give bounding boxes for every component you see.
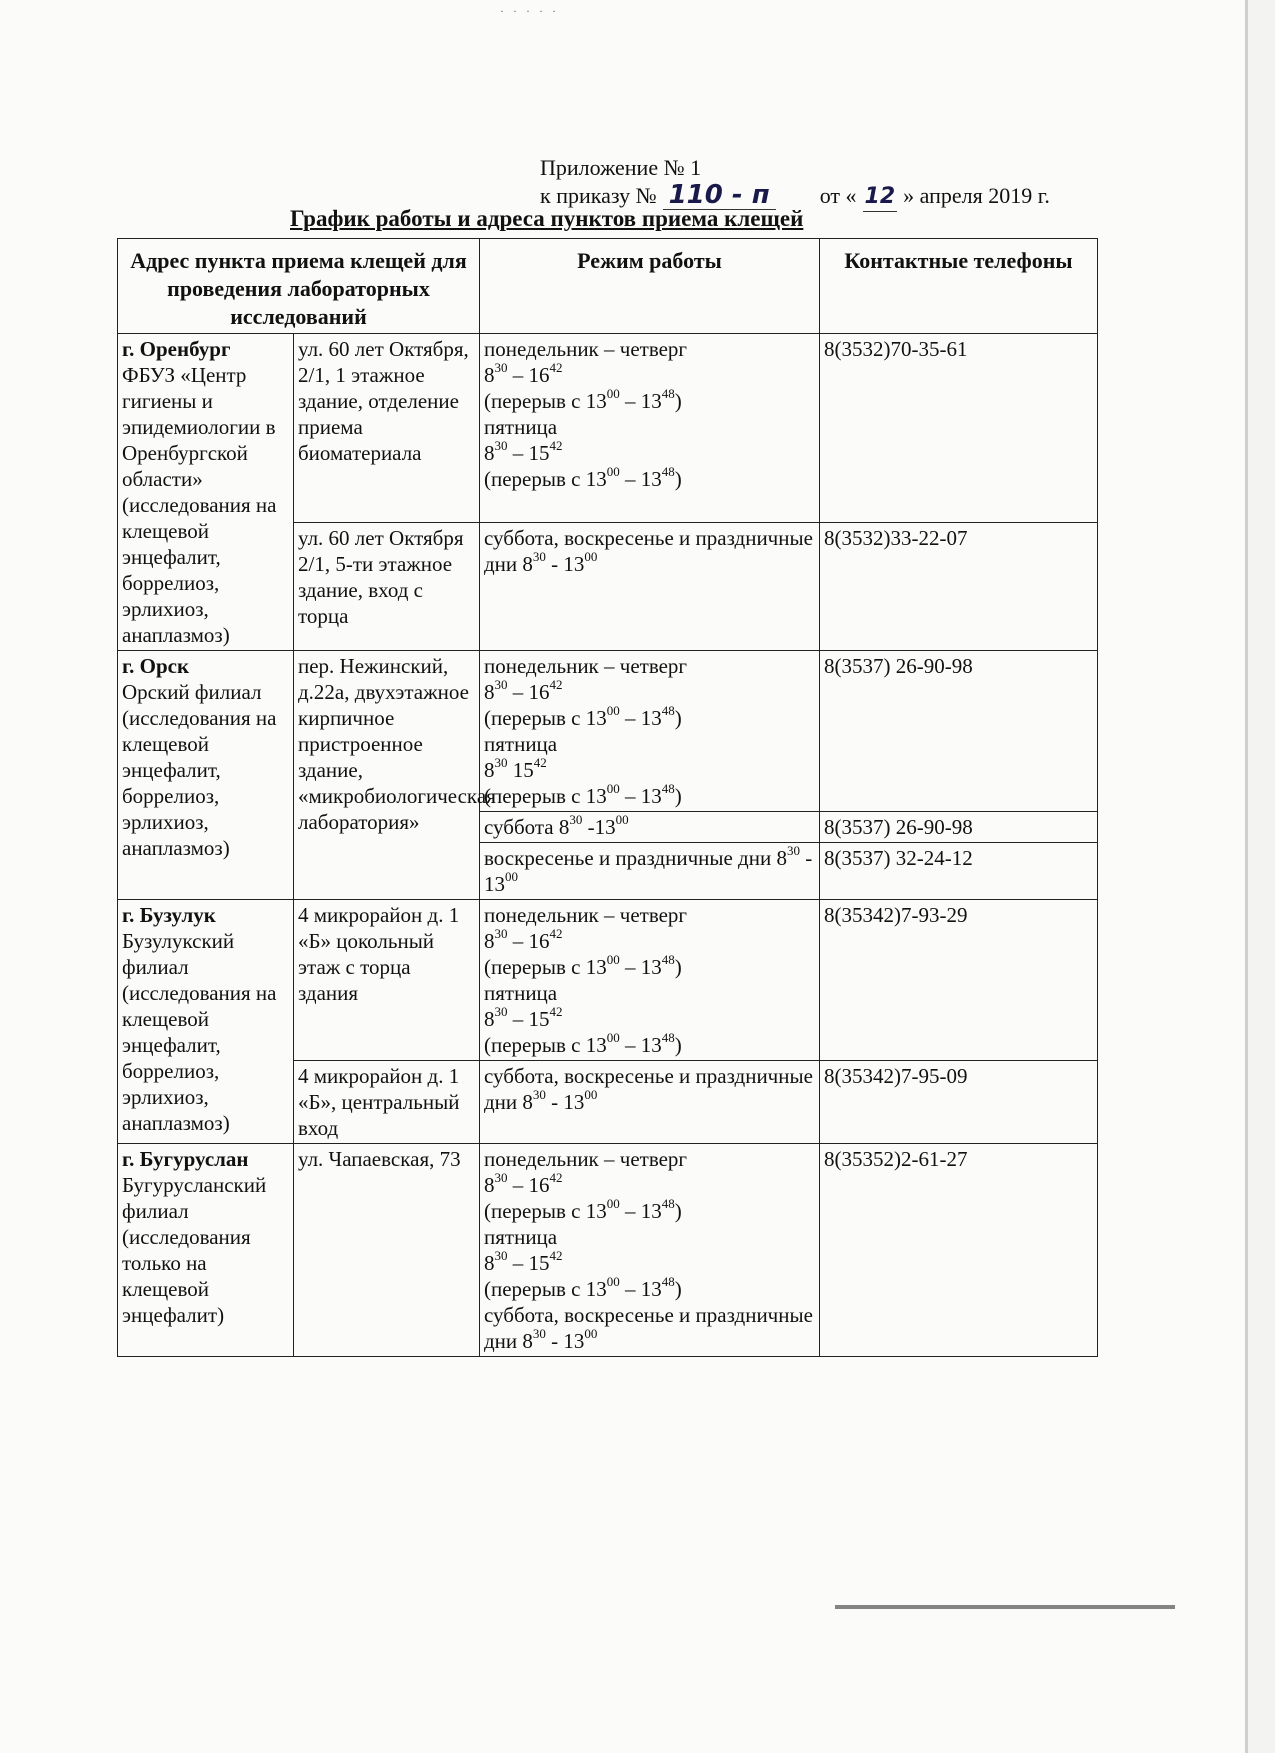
organization-name: Орский филиал (исследования на клещевой энцефалит, боррелиоз, эрлихиоз, анаплазмоз) [122,680,277,860]
schedule-line: $8^{30} - 15^{42}$ [484,1004,563,1031]
phone-cell: 8(3537) 26-90-98 [820,812,1098,843]
table-row [118,334,1098,523]
schedule-table [117,238,1098,1357]
schedule-line: понедельник – четверг [484,654,688,678]
address-cell: 4 микрорайон д. 1 «Б», центральный вход [294,1061,480,1144]
schedule-line: суббота, воскресенье и праздничные дни $8^{30} - 13^{00}$ [484,1064,813,1114]
schedule-cell [480,651,820,812]
schedule-line: (перерыв с $13^{00} - 13^{48}$) [484,1274,682,1301]
schedule-line: понедельник – четверг [484,1147,688,1171]
table-row [118,1144,1098,1357]
schedule-cell [480,334,820,523]
schedule-line: (перерыв с $13^{00} - 13^{48}$) [484,464,682,491]
phone-cell: 8(35342)7-95-09 [820,1061,1098,1144]
organization-cell [118,334,294,651]
city-name: г. Орск [122,654,190,678]
schedule-line: $8^{30} - 16^{42}$ [484,360,563,387]
schedule-cell [480,843,820,900]
address-cell: 4 микрорайон д. 1 «Б» цокольный этаж с торца здания [294,900,480,1061]
schedule-line: (перерыв с $13^{00} - 13^{48}$) [484,952,682,979]
organization-name: Бугурусланский филиал (исследования только на клещевой энцефалит) [122,1173,267,1327]
schedule-cell [480,1061,820,1144]
city-name: г. Бугуруслан [122,1147,249,1171]
appendix-header [540,154,1050,212]
organization-cell [118,1144,294,1357]
schedule-line: (перерыв с $13^{00} - 13^{48}$) [484,1196,682,1223]
schedule-line: воскресенье и праздничные дни $8^{30} - 13^{00}$ [484,843,813,896]
scan-stamp-mark: · · · · · [500,4,559,18]
table-body [118,334,1098,1357]
column-header-schedule: Режим работы [480,239,820,334]
schedule-line: (перерыв с $13^{00} - 13^{48}$) [484,781,682,808]
order-number-handwritten: 110 - п [663,181,776,210]
address-cell: ул. 60 лет Октября, 2/1, 1 этажное здание, отделение приема биоматериала [294,334,480,523]
table-row [118,900,1098,1061]
phone-cell: 8(35352)2-61-27 [820,1144,1098,1357]
schedule-line: суббота, воскресенье и праздничные дни $8^{30} - 13^{00}$ [484,526,813,577]
table-header-row [118,239,1098,334]
schedule-line: $8^{30} - 15^{42}$ [484,1248,563,1275]
schedule-line: (перерыв с $13^{00} - 13^{48}$) [484,703,682,730]
city-name: г. Оренбург [122,337,231,361]
schedule-line: понедельник – четверг [484,337,688,361]
date-day-handwritten: 12 [863,183,898,212]
phone-cell: 8(35342)7-93-29 [820,900,1098,1061]
schedule-line: $8^{30} - 16^{42}$ [484,1170,563,1197]
address-cell: ул. Чапаевская, 73 [294,1144,480,1357]
schedule-line: пятница [484,981,558,1005]
schedule-cell [480,812,820,843]
city-name: г. Бузулук [122,903,216,927]
scan-rule-mark [835,1605,1175,1609]
organization-name: Бузулукский филиал (исследования на клещевой энцефалит, боррелиоз, эрлихиоз, анаплазмоз) [122,929,277,1135]
schedule-line: $8^{30} - 16^{42}$ [484,926,563,953]
schedule-cell [480,900,820,1061]
phone-cell: 8(3537) 32-24-12 [820,843,1098,900]
schedule-line: пятница [484,732,558,756]
phone-cell: 8(3537) 26-90-98 [820,651,1098,812]
schedule-line: $8^{30}$ $15^{42}$ [484,755,547,782]
phone-cell: 8(3532)33-22-07 [820,523,1098,651]
schedule-line: понедельник – четверг [484,903,688,927]
schedule-line: суббота, воскресенье и праздничные дни $8^{30} - 13^{00}$ [484,1303,813,1353]
schedule-line: $8^{30} - 16^{42}$ [484,677,563,704]
schedule-line: пятница [484,415,558,439]
schedule-line: суббота $8^{30}$ $-13^{00}$ [484,812,629,839]
order-prefix: к приказу № [540,183,657,208]
column-header-address: Адрес пункта приема клещей для проведения лабораторных исследований [118,239,480,334]
table-row [118,651,1098,812]
schedule-cell [480,1144,820,1357]
organization-cell [118,651,294,900]
schedule-line: пятница [484,1225,558,1249]
appendix-label: Приложение № 1 [540,155,702,180]
organization-name: ФБУЗ «Центр гигиены и эпидемиологии в Оренбургской области» (исследования на клещевой энцефалит, боррелиоз, эрлихиоз, анаплазмоз) [122,363,277,647]
date-prefix: от « [819,183,857,208]
document-title: График работы и адреса пунктов приема клещей [290,206,804,231]
schedule-line: $8^{30} - 15^{42}$ [484,438,563,465]
address-cell: пер. Нежинский, д.22а, двухэтажное кирпичное пристроенное здание, «микробиологическая лаборатория» [294,651,480,900]
schedule-cell [480,523,820,651]
organization-cell [118,900,294,1144]
schedule-line: (перерыв с $13^{00} - 13^{48}$) [484,386,682,413]
schedule-line: (перерыв с $13^{00} - 13^{48}$) [484,1030,682,1057]
date-suffix: » апреля 2019 г. [903,183,1050,208]
phone-cell: 8(3532)70-35-61 [820,334,1098,523]
column-header-phones: Контактные телефоны [820,239,1098,334]
address-cell: ул. 60 лет Октября 2/1, 5-ти этажное здание, вход с торца [294,523,480,651]
